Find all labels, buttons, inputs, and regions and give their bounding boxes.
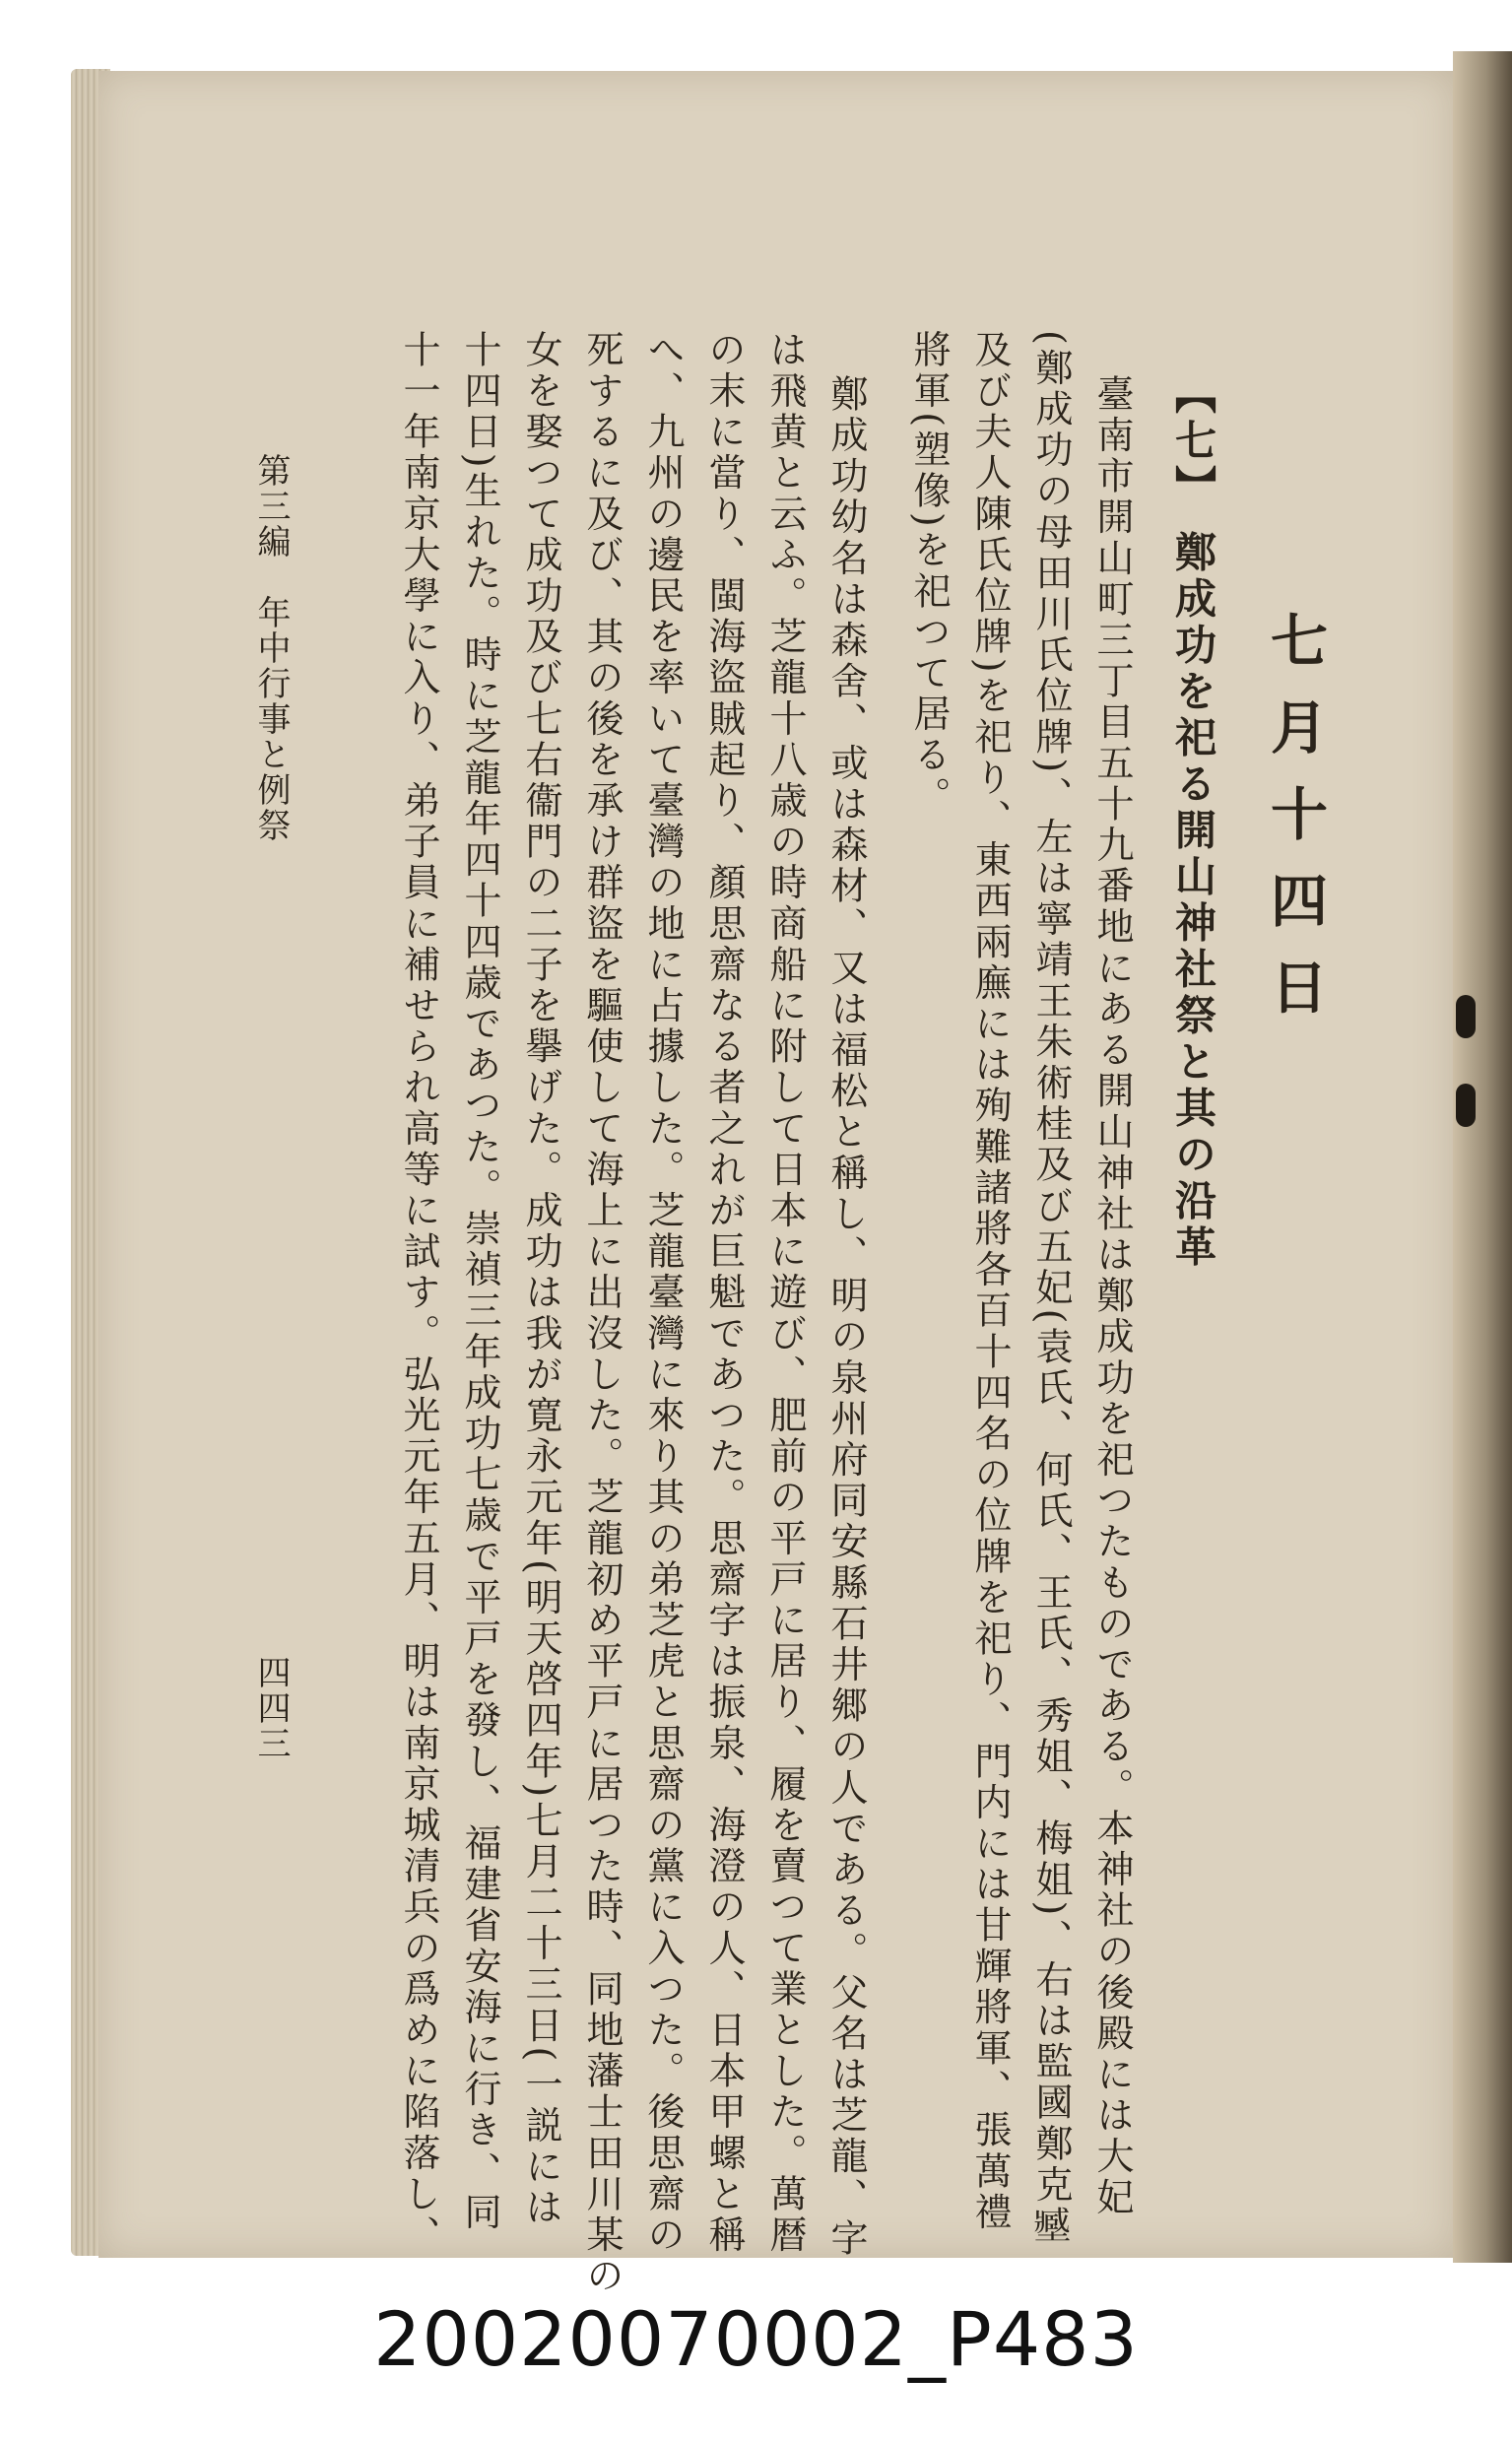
date-title: 七月十四日 [1261, 611, 1328, 1044]
section-heading: 【七】 鄭成功を祀る開山神社祭と其の沿革 [1169, 372, 1217, 1272]
text-column-9: 死するに及び、其の後を承け群盜を驅使して海上に出沒した。芝龍初め平戸に居つた時、同地藩士田川某の [580, 330, 624, 2297]
binding-thread-upper [1456, 995, 1476, 1038]
book-spine [1453, 51, 1512, 2263]
text-column-12: 十一年南京大學に入り、弟子員に補せられ高等に試す。弘光元年五月、明は南京城清兵の爲めに陷落し、 [397, 330, 440, 2257]
text-column-10: 女を娶つて成功及び七右衞門の二子を擧げた。成功は我が寛永元年(明天啓四年)七月二十三日(一説には [519, 330, 562, 2229]
image-caption: 20020070002_P483 [373, 2295, 1139, 2383]
text-column-8: へ、九州の邊民を率いて臺灣の地に占據した。芝龍臺灣に來り其の弟芝虎と思齋の黨に入つた。後思齋の [641, 330, 685, 2257]
binding-thread-lower [1456, 1084, 1476, 1127]
text-column-5: 鄭成功幼名は森舍、或は森材、又は福松と稱し、明の泉州府同安縣石井郷の人である。父名は芝龍、字 [824, 374, 868, 2260]
text-column-1: 臺南市開山町三丁目五十九番地にある開山神社は鄭成功を祀つたものである。本神社の後殿には大妃 [1090, 374, 1134, 2218]
text-column-7: の末に當り、閩海盜賊起り、顏思齋なる者之れが巨魁であつた。思齋字は振泉、海澄の人、日本甲螺と稱 [702, 330, 746, 2257]
page-number: 四四三 [251, 1655, 291, 1761]
text-column-4: 將軍(塑像)を祀つて居る。 [907, 330, 951, 818]
text-column-2: (鄭成功の母田川氏位牌)、左は寧靖王朱術桂及び五妃(袁氏、何氏、王氏、秀姐、梅姐)、右は監國鄭克𡒉 [1029, 330, 1073, 2247]
text-column-11: 十四日)生れた。時に芝龍年四十四歳であつた。崇禎三年成功七歳で平戸を發し、福建省安海に行き、同 [458, 330, 501, 2234]
text-column-3: 及び夫人陳氏位牌)を祀り、東西兩廡には殉難諸將各百十四名の位牌を祀り、門内には甘輝將軍、張萬禮 [968, 330, 1012, 2234]
text-column-6: は飛黄と云ふ。芝龍十八歳の時商船に附して日本に遊び、肥前の平戸に居り、履を賣つて業とした。萬暦 [763, 330, 807, 2257]
footer-section-title: 第三編 年中行事と例祭 [251, 453, 291, 843]
